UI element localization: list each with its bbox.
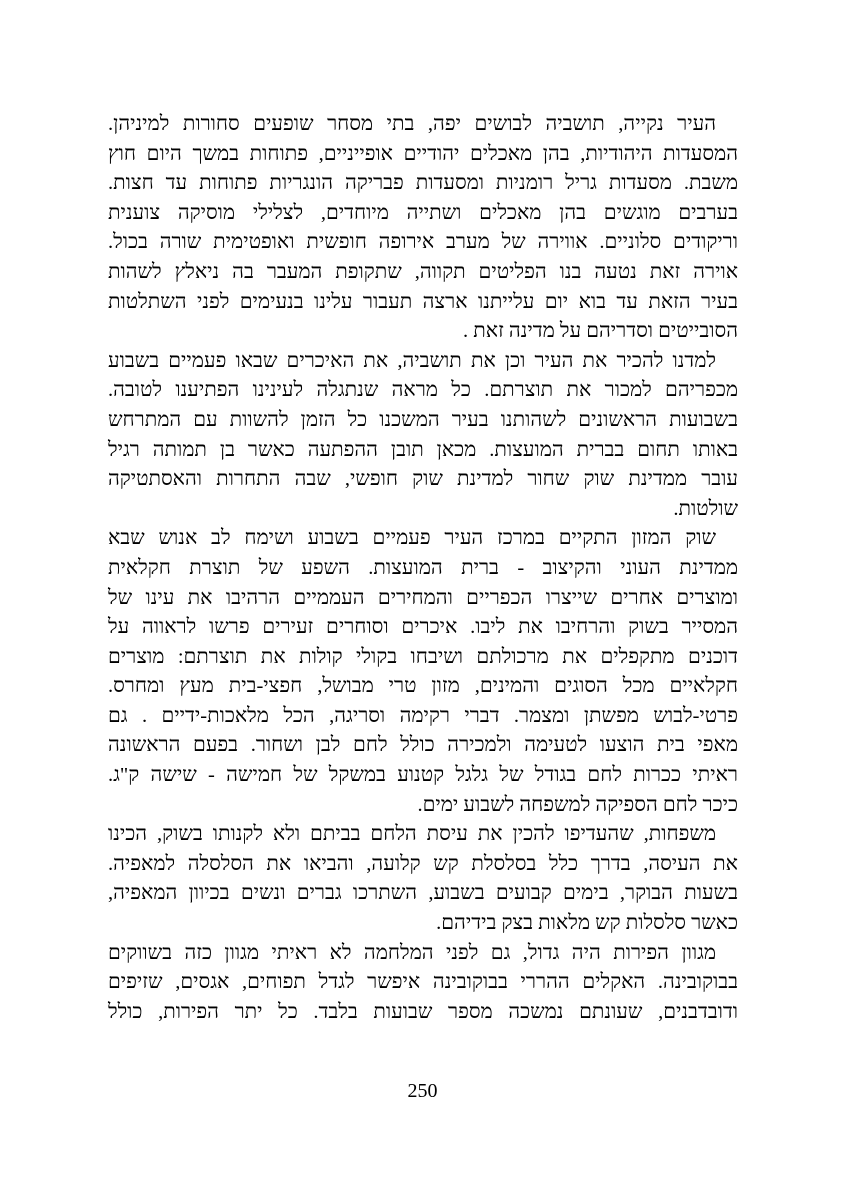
text-line: חקלאיים מכל הסוגים והמינים, מזון טרי מבושל, חפצי-בית מעץ ומחרס.: [108, 675, 738, 698]
text-line: בבוקובינה. האקלים ההררי בבוקובינה איפשר לגדל תפוחים, אגסים, שזיפים: [108, 971, 738, 994]
text-line: אוירה זאת נטעה בנו הפליטים תקווה, שתקופת המעבר בה ניאלץ לשהות: [108, 260, 738, 283]
paragraph: [108, 524, 738, 820]
text-line: כאשר סלסלות קש מלאות בצק בידיהם.: [436, 912, 738, 935]
text-line: משבת. מסעדות גריל רומניות ומסעדות פבריקה הונגריות פתוחות עד חצות.: [108, 172, 738, 195]
paragraph: [108, 110, 738, 347]
paragraph: [108, 820, 738, 938]
text-line: המסייר בשוק והרחיבו את ליבו. איכרים וסוחרים זעירים פרשו לראווה על: [108, 616, 738, 639]
text-line: ומוצרים אחרים שייצרו הכפריים והמחירים העממיים הרהיבו את עינו של: [108, 586, 738, 609]
text-line: בערבים מוגשים בהן מאכלים ושתייה מיוחדים, לצלילי מוסיקה צוענית: [108, 201, 738, 224]
text-line: בעיר הזאת עד בוא יום עלייתנו ארצה תעבור עלינו בנעימים לפני השתלטות: [108, 290, 738, 313]
text-line: למדנו להכיר את העיר וכן את תושביה, את האיכרים שבאו פעמיים בשבוע: [108, 349, 716, 372]
text-line: את העיסה, בדרך כלל בסלסלת קש קלועה, והביאו את הסלסלה למאפיה.: [108, 852, 738, 875]
text-line: משפחות, שהעדיפו להכין את עיסת הלחם בביתם ולא לקנותו בשוק, הכינו: [108, 823, 716, 846]
text-line: וריקודים סלוניים. אווירה של מערב אירופה חופשית ואופטימית שורה בכול.: [108, 231, 738, 254]
text-line: הסובייטים וסדריהם על מדינה זאת .: [463, 320, 738, 343]
text-line: מאפי בית הוצעו לטעימה ולמכירה כולל לחם לבן ושחור. בפעם הראשונה: [108, 734, 738, 757]
text-line: ממדינת העוני והקיצוב - ברית המועצות. השפע של תוצרת חקלאית: [108, 556, 738, 579]
text-line: בשעות הבוקר, בימים קבועים בשבוע, השתרכו גברים ונשים בכיוון המאפיה,: [108, 882, 738, 905]
paragraph: [108, 939, 738, 1028]
text-line: שולטות.: [673, 497, 738, 520]
text-line: כיכר לחם הספיקה למשפחה לשבוע ימים.: [417, 793, 738, 816]
text-line: עובר ממדינת שוק שחור למדינת שוק חופשי, שבה התחרות והאסתטיקה: [108, 468, 738, 491]
text-line: העיר נקייה, תושביה לבושים יפה, בתי מסחר שופעים סחורות למיניהן.: [108, 113, 716, 135]
text-line: מגוון הפירות היה גדול, גם לפני המלחמה לא ראיתי מגוון כזה בשווקים: [108, 941, 716, 964]
body-text: [108, 110, 738, 1027]
text-line: בשבועות הראשונים לשהותנו בעיר המשכנו כל הזמן להשוות עם המתרחש: [108, 408, 738, 431]
text-line: פרטי-לבוש מפשתן ומצמר. דברי רקימה וסריגה, הכל מלאכות-ידיים . גם: [108, 704, 738, 727]
text-line: מכפריהם למכור את תוצרתם. כל מראה שנתגלה לעינינו הפתיענו לטובה.: [108, 379, 738, 402]
text-line: ודובדבנים, שעונתם נמשכה מספר שבועות בלבד. כל יתר הפירות, כולל: [108, 1000, 738, 1023]
page-number: 250: [407, 1080, 438, 1102]
text-line: דוכנים מתקפלים את מרכולתם ושיבחו בקולי קולות את תוצרתם: מוצרים: [108, 645, 738, 668]
text-line: באותו תחום בברית המועצות. מכאן תובן ההפתעה כאשר בן תמותה רגיל: [108, 438, 738, 461]
text-line: ראיתי ככרות לחם בגודל של גלגל קטנוע במשקל של חמישה - שישה ק"ג.: [108, 764, 738, 787]
paragraph: [108, 347, 738, 525]
text-line: המסעדות היהודיות, בהן מאכלים יהודיים אופייניים, פתוחות במשך היום חוץ: [108, 142, 738, 165]
text-line: שוק המזון התקיים במרכז העיר פעמיים בשבוע ושימח לב אנוש שבא: [108, 527, 716, 550]
